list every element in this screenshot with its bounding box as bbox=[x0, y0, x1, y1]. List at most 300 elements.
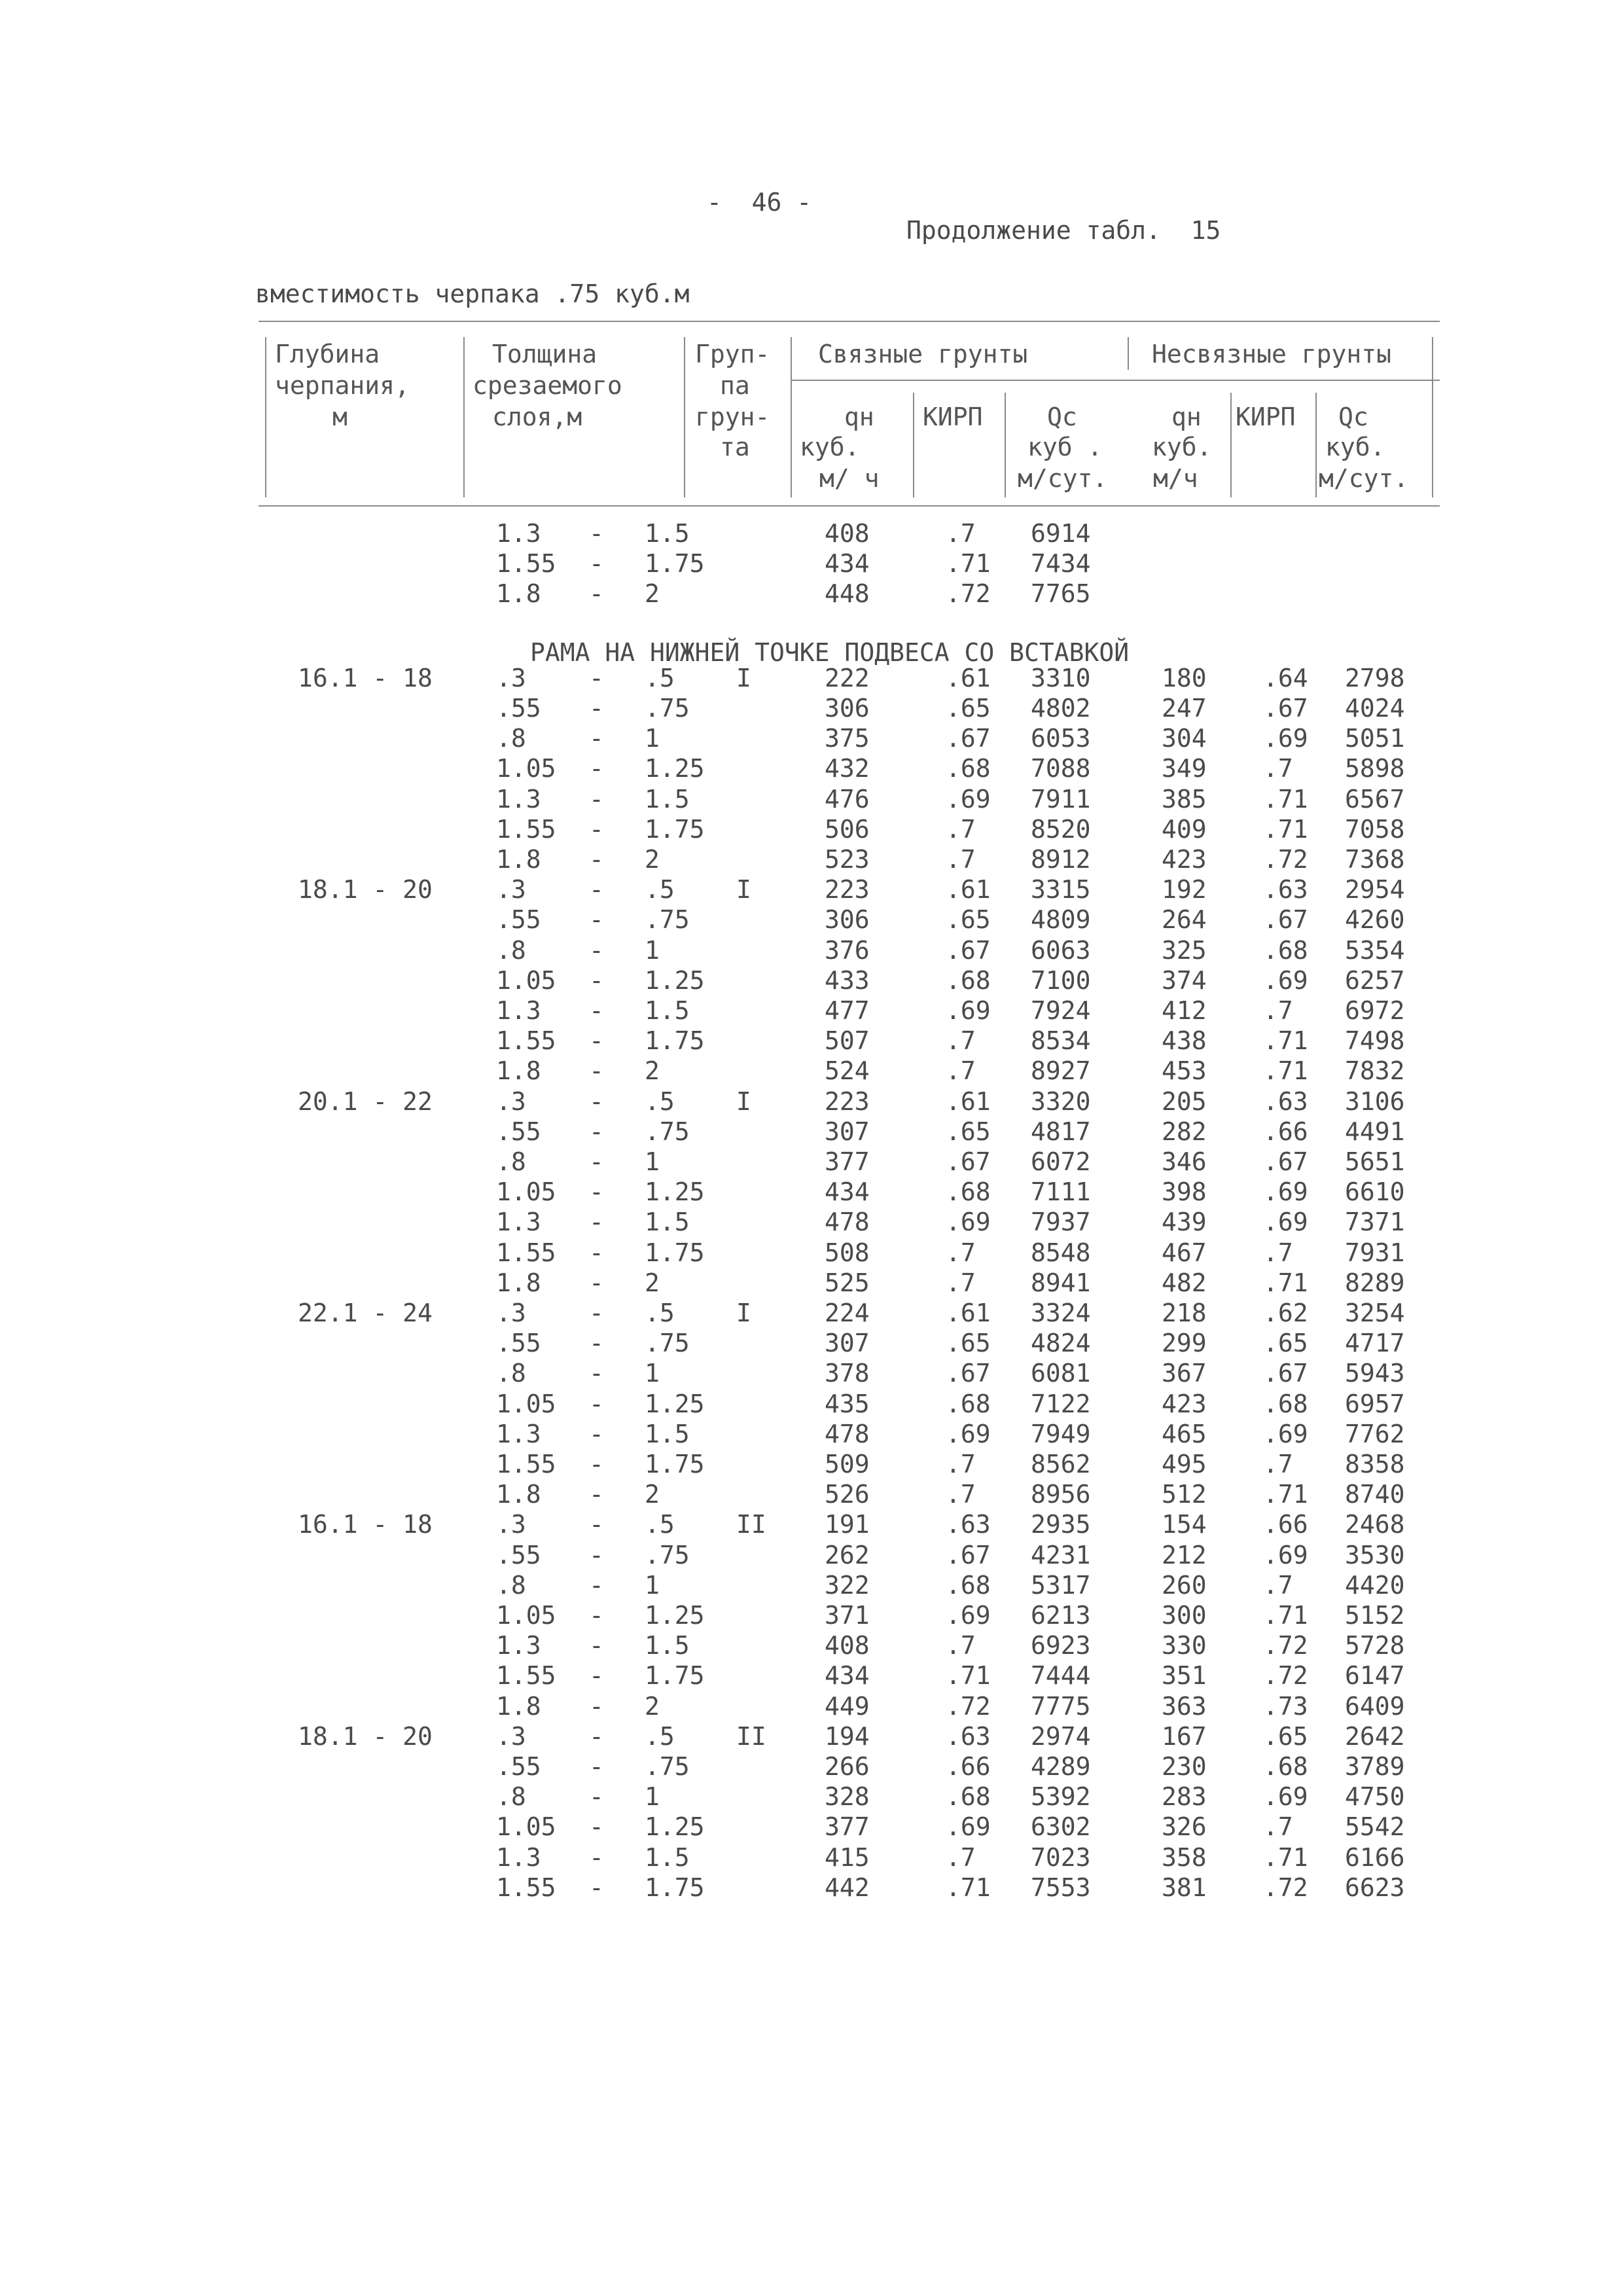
kirp-noncohesive-cell: .69 bbox=[1263, 724, 1308, 753]
kirp-cohesive-cell: .7 bbox=[946, 1026, 976, 1056]
thickness-to-cell: 1.5 bbox=[645, 1631, 690, 1660]
qc-noncohesive-header: Qс bbox=[1338, 403, 1368, 431]
kirp-cohesive-cell: .7 bbox=[946, 1631, 976, 1660]
kirp-noncohesive-cell: .69 bbox=[1263, 1419, 1308, 1448]
thickness-to-cell: 1.75 bbox=[645, 1661, 705, 1691]
qc-cohesive-cell: 5317 bbox=[1031, 1570, 1091, 1600]
thickness-to-cell: .75 bbox=[645, 905, 690, 935]
qh-noncohesive-cell: 367 bbox=[1162, 1359, 1207, 1388]
thickness-from-cell: 1.55 bbox=[496, 1450, 556, 1479]
range-dash: - bbox=[589, 1752, 604, 1782]
table-row bbox=[0, 726, 1623, 756]
qh-cohesive-cell: 262 bbox=[825, 1540, 870, 1570]
kirp-noncohesive-cell: .62 bbox=[1263, 1299, 1308, 1328]
qh-cohesive-cell: 266 bbox=[825, 1752, 870, 1782]
table-row bbox=[0, 521, 1623, 551]
table-caption: Продолжение табл. 15 bbox=[906, 216, 1221, 245]
group-header-line: грун- bbox=[695, 403, 770, 431]
range-dash: - bbox=[589, 579, 604, 609]
kirp-noncohesive-cell: .65 bbox=[1263, 1329, 1308, 1358]
qh-cohesive-cell: 435 bbox=[825, 1389, 870, 1418]
qc-noncohesive-cell: 7832 bbox=[1345, 1056, 1405, 1086]
kirp-noncohesive-cell: .72 bbox=[1263, 1661, 1308, 1691]
thickness-to-cell: 1.5 bbox=[645, 1419, 690, 1448]
qh-cohesive-cell: 191 bbox=[825, 1510, 870, 1539]
range-dash: - bbox=[589, 1873, 604, 1902]
qh-cohesive-cell: 378 bbox=[825, 1359, 870, 1388]
table-row bbox=[0, 696, 1623, 726]
kirp-cohesive-cell: .61 bbox=[946, 663, 991, 692]
thickness-to-cell: 2 bbox=[645, 579, 660, 609]
qc-cohesive-cell: 8562 bbox=[1031, 1450, 1091, 1479]
qh-noncohesive-cell: 230 bbox=[1162, 1752, 1207, 1782]
range-dash: - bbox=[589, 694, 604, 723]
qh-noncohesive-cell: 154 bbox=[1162, 1510, 1207, 1539]
table-row bbox=[0, 1270, 1623, 1300]
range-dash: - bbox=[589, 519, 604, 548]
qh-noncohesive-cell: 423 bbox=[1162, 1389, 1207, 1418]
range-dash: - bbox=[589, 1570, 604, 1600]
qc-cohesive-cell: 8956 bbox=[1031, 1480, 1091, 1509]
qc-noncohesive-cell: 3106 bbox=[1345, 1086, 1405, 1116]
qh-noncohesive-cell: 325 bbox=[1162, 935, 1207, 965]
kirp-cohesive-cell: .7 bbox=[946, 519, 976, 548]
qh-cohesive-cell: 508 bbox=[825, 1238, 870, 1267]
kirp-noncohesive-cell: .69 bbox=[1263, 1177, 1308, 1207]
thickness-to-cell: 1.75 bbox=[645, 549, 705, 579]
kirp-cohesive-cell: .68 bbox=[946, 754, 991, 783]
qh-cohesive-cell: 408 bbox=[825, 1631, 870, 1660]
thickness-from-cell: .55 bbox=[496, 1117, 541, 1146]
qc-cohesive-cell: 7122 bbox=[1031, 1389, 1091, 1418]
qc-cohesive-cell: 7765 bbox=[1031, 579, 1091, 609]
thickness-to-cell: 1 bbox=[645, 935, 660, 965]
kirp-cohesive-cell: .65 bbox=[946, 1329, 991, 1358]
qc-cohesive-cell: 7434 bbox=[1031, 549, 1091, 579]
range-dash: - bbox=[589, 1540, 604, 1570]
range-dash: - bbox=[589, 1359, 604, 1388]
range-dash: - bbox=[589, 1480, 604, 1509]
kirp-cohesive-cell: .66 bbox=[946, 1752, 991, 1782]
qc-noncohesive-header: куб. bbox=[1325, 433, 1385, 461]
qh-cohesive-cell: 307 bbox=[825, 1117, 870, 1146]
kirp-cohesive-cell: .67 bbox=[946, 1147, 991, 1177]
table-row bbox=[0, 1512, 1623, 1542]
table-row bbox=[0, 1842, 1623, 1875]
depth-cell: 20.1 - 22 bbox=[298, 1086, 433, 1116]
range-dash: - bbox=[589, 905, 604, 935]
thickness-to-cell: 2 bbox=[645, 1691, 660, 1721]
kirp-noncohesive-cell: .7 bbox=[1263, 1570, 1293, 1600]
qh-noncohesive-cell: 351 bbox=[1162, 1661, 1207, 1691]
table-row bbox=[0, 1754, 1623, 1784]
qh-noncohesive-cell: 495 bbox=[1162, 1450, 1207, 1479]
qc-cohesive-cell: 4231 bbox=[1031, 1540, 1091, 1570]
page-number: - 46 - bbox=[707, 188, 812, 217]
kirp-noncohesive-cell: .63 bbox=[1263, 875, 1308, 905]
qc-cohesive-cell: 6923 bbox=[1031, 1631, 1091, 1660]
qc-noncohesive-cell: 4750 bbox=[1345, 1782, 1405, 1812]
table-row bbox=[0, 1210, 1623, 1240]
qh-cohesive-cell: 506 bbox=[825, 814, 870, 844]
table-row bbox=[0, 1452, 1623, 1482]
kirp-cohesive-cell: .69 bbox=[946, 784, 991, 814]
kirp-cohesive-cell: .61 bbox=[946, 1086, 991, 1116]
kirp-cohesive-cell: .65 bbox=[946, 694, 991, 723]
qh-noncohesive-cell: 299 bbox=[1162, 1329, 1207, 1358]
thickness-to-cell: .75 bbox=[645, 694, 690, 723]
thickness-to-cell: 1.5 bbox=[645, 996, 690, 1026]
qc-cohesive-cell: 7444 bbox=[1031, 1661, 1091, 1691]
thickness-to-cell: .5 bbox=[645, 1086, 675, 1116]
kirp-noncohesive-cell: .71 bbox=[1263, 1842, 1308, 1872]
kirp-noncohesive-cell: .69 bbox=[1263, 965, 1308, 995]
table-row bbox=[0, 965, 1623, 998]
kirp-cohesive-cell: .69 bbox=[946, 1208, 991, 1237]
thickness-to-cell: .75 bbox=[645, 1117, 690, 1146]
soil-group-cell: I bbox=[736, 663, 751, 692]
table-row bbox=[0, 877, 1623, 907]
kirp-noncohesive-cell: .68 bbox=[1263, 1752, 1308, 1782]
range-dash: - bbox=[589, 1510, 604, 1539]
kirp-noncohesive-cell: .72 bbox=[1263, 1873, 1308, 1902]
qh-cohesive-cell: 477 bbox=[825, 996, 870, 1026]
qc-noncohesive-cell: 7371 bbox=[1345, 1208, 1405, 1237]
range-dash: - bbox=[589, 1238, 604, 1267]
qc-cohesive-cell: 3320 bbox=[1031, 1086, 1091, 1116]
table-row bbox=[0, 1119, 1623, 1149]
range-dash: - bbox=[589, 663, 604, 692]
thickness-from-cell: 1.55 bbox=[496, 1238, 556, 1267]
qc-cohesive-cell: 5392 bbox=[1031, 1782, 1091, 1812]
thickness-to-cell: 1.75 bbox=[645, 814, 705, 844]
thickness-from-cell: .3 bbox=[496, 1510, 526, 1539]
qc-noncohesive-cell: 2642 bbox=[1345, 1721, 1405, 1751]
kirp-cohesive-cell: .65 bbox=[946, 905, 991, 935]
kirp-cohesive-cell: .69 bbox=[946, 1419, 991, 1448]
qc-noncohesive-cell: 7368 bbox=[1345, 845, 1405, 874]
qh-noncohesive-cell: 167 bbox=[1162, 1721, 1207, 1751]
range-dash: - bbox=[589, 1782, 604, 1812]
thickness-from-cell: .3 bbox=[496, 1299, 526, 1328]
thickness-to-cell: 1.25 bbox=[645, 1812, 705, 1842]
kirp-noncohesive-cell: .67 bbox=[1263, 694, 1308, 723]
qh-noncohesive-cell: 439 bbox=[1162, 1208, 1207, 1237]
range-dash: - bbox=[589, 845, 604, 874]
qc-noncohesive-cell: 6567 bbox=[1345, 784, 1405, 814]
thickness-from-cell: 1.3 bbox=[496, 1842, 541, 1872]
qh-noncohesive-cell: 465 bbox=[1162, 1419, 1207, 1448]
kirp-noncohesive-header: КИРП bbox=[1236, 403, 1296, 431]
table-row bbox=[0, 1391, 1623, 1422]
kirp-noncohesive-cell: .71 bbox=[1263, 1601, 1308, 1630]
table-row bbox=[0, 1784, 1623, 1814]
qh-cohesive-cell: 371 bbox=[825, 1601, 870, 1630]
qc-noncohesive-cell: 4420 bbox=[1345, 1570, 1405, 1600]
qh-cohesive-cell: 377 bbox=[825, 1812, 870, 1842]
qh-cohesive-cell: 442 bbox=[825, 1873, 870, 1902]
table-row bbox=[0, 551, 1623, 581]
qh-noncohesive-cell: 264 bbox=[1162, 905, 1207, 935]
table-row bbox=[0, 1814, 1623, 1844]
thickness-to-cell: .5 bbox=[645, 875, 675, 905]
qc-noncohesive-cell: 6166 bbox=[1345, 1842, 1405, 1872]
qc-cohesive-cell: 6213 bbox=[1031, 1601, 1091, 1630]
thickness-from-cell: .8 bbox=[496, 1782, 526, 1812]
thickness-to-cell: 1.25 bbox=[645, 1389, 705, 1418]
qc-cohesive-cell: 7775 bbox=[1031, 1691, 1091, 1721]
qh-noncohesive-cell: 453 bbox=[1162, 1056, 1207, 1086]
qh-cohesive-cell: 434 bbox=[825, 1177, 870, 1207]
qc-cohesive-cell: 7023 bbox=[1031, 1842, 1091, 1872]
thickness-from-cell: 1.3 bbox=[496, 519, 541, 548]
qc-noncohesive-cell: 5898 bbox=[1345, 754, 1405, 783]
table-row bbox=[0, 1482, 1623, 1512]
table-row bbox=[0, 1721, 1623, 1754]
qc-noncohesive-cell: 5542 bbox=[1345, 1812, 1405, 1842]
kirp-noncohesive-cell: .64 bbox=[1263, 663, 1308, 692]
qc-cohesive-cell: 6053 bbox=[1031, 724, 1091, 753]
qh-cohesive-cell: 478 bbox=[825, 1419, 870, 1448]
kirp-noncohesive-cell: .69 bbox=[1263, 1540, 1308, 1570]
qc-noncohesive-cell: 6257 bbox=[1345, 965, 1405, 995]
kirp-noncohesive-cell: .63 bbox=[1263, 1086, 1308, 1116]
thickness-to-cell: .75 bbox=[645, 1752, 690, 1782]
thickness-to-cell: 1.75 bbox=[645, 1238, 705, 1267]
range-dash: - bbox=[589, 1147, 604, 1177]
qc-cohesive-cell: 7111 bbox=[1031, 1177, 1091, 1207]
thickness-to-cell: 1.75 bbox=[645, 1026, 705, 1056]
table-row bbox=[0, 935, 1623, 968]
range-dash: - bbox=[589, 814, 604, 844]
kirp-noncohesive-cell: .71 bbox=[1263, 814, 1308, 844]
kirp-noncohesive-cell: .72 bbox=[1263, 1631, 1308, 1660]
thickness-from-cell: .8 bbox=[496, 724, 526, 753]
range-dash: - bbox=[589, 1268, 604, 1297]
thickness-header-line: срезаемого bbox=[473, 371, 622, 400]
qc-noncohesive-cell: 6610 bbox=[1345, 1177, 1405, 1207]
thickness-to-cell: 1 bbox=[645, 724, 660, 753]
kirp-noncohesive-cell: .7 bbox=[1263, 1812, 1293, 1842]
soil-group-cell: I bbox=[736, 1299, 751, 1328]
range-dash: - bbox=[589, 875, 604, 905]
table-row bbox=[0, 1028, 1623, 1058]
qh-noncohesive-cell: 374 bbox=[1162, 965, 1207, 995]
qc-cohesive-cell: 3310 bbox=[1031, 663, 1091, 692]
soil-group-cell: I bbox=[736, 1086, 751, 1116]
thickness-from-cell: 1.55 bbox=[496, 1026, 556, 1056]
kirp-noncohesive-cell: .72 bbox=[1263, 845, 1308, 874]
kirp-cohesive-cell: .67 bbox=[946, 935, 991, 965]
kirp-cohesive-cell: .71 bbox=[946, 549, 991, 579]
thickness-from-cell: 1.8 bbox=[496, 1056, 541, 1086]
section-title: РАМА НА НИЖНЕЙ ТОЧКЕ ПОДВЕСА СО ВСТАВКОЙ bbox=[530, 638, 1130, 667]
qc-cohesive-cell: 2935 bbox=[1031, 1510, 1091, 1539]
range-dash: - bbox=[589, 1419, 604, 1448]
qc-cohesive-cell: 7100 bbox=[1031, 965, 1091, 995]
qh-cohesive-cell: 478 bbox=[825, 1208, 870, 1237]
qh-noncohesive-cell: 192 bbox=[1162, 875, 1207, 905]
thickness-from-cell: .55 bbox=[496, 694, 541, 723]
kirp-noncohesive-cell: .68 bbox=[1263, 935, 1308, 965]
kirp-noncohesive-cell: .68 bbox=[1263, 1389, 1308, 1418]
kirp-noncohesive-cell: .7 bbox=[1263, 754, 1293, 783]
kirp-cohesive-cell: .61 bbox=[946, 1299, 991, 1328]
kirp-noncohesive-cell: .66 bbox=[1263, 1117, 1308, 1146]
range-dash: - bbox=[589, 724, 604, 753]
kirp-noncohesive-cell: .73 bbox=[1263, 1691, 1308, 1721]
thickness-to-cell: .5 bbox=[645, 1510, 675, 1539]
qh-cohesive-cell: 322 bbox=[825, 1570, 870, 1600]
kirp-cohesive-cell: .65 bbox=[946, 1117, 991, 1146]
qc-cohesive-cell: 4817 bbox=[1031, 1117, 1091, 1146]
thickness-from-cell: 1.05 bbox=[496, 1601, 556, 1630]
qh-cohesive-cell: 434 bbox=[825, 1661, 870, 1691]
qc-cohesive-header: Qс bbox=[1047, 403, 1077, 431]
qc-noncohesive-cell: 8740 bbox=[1345, 1480, 1405, 1509]
depth-cell: 18.1 - 20 bbox=[298, 875, 433, 905]
kirp-cohesive-cell: .7 bbox=[946, 1480, 976, 1509]
qh-noncohesive-cell: 180 bbox=[1162, 663, 1207, 692]
qh-noncohesive-cell: 409 bbox=[1162, 814, 1207, 844]
range-dash: - bbox=[589, 1086, 604, 1116]
qc-noncohesive-cell: 5354 bbox=[1345, 935, 1405, 965]
thickness-from-cell: 1.55 bbox=[496, 1661, 556, 1691]
table-row bbox=[0, 998, 1623, 1028]
thickness-from-cell: .3 bbox=[496, 663, 526, 692]
thickness-to-cell: 2 bbox=[645, 1480, 660, 1509]
thickness-from-cell: 1.05 bbox=[496, 1812, 556, 1842]
qh-cohesive-header: qн bbox=[844, 403, 874, 431]
thickness-to-cell: 1.25 bbox=[645, 1601, 705, 1630]
thickness-to-cell: 2 bbox=[645, 1268, 660, 1297]
kirp-noncohesive-cell: .69 bbox=[1263, 1208, 1308, 1237]
qc-cohesive-cell: 2974 bbox=[1031, 1721, 1091, 1751]
thickness-from-cell: .8 bbox=[496, 1147, 526, 1177]
thickness-from-cell: 1.8 bbox=[496, 1268, 541, 1297]
qh-cohesive-cell: 328 bbox=[825, 1782, 870, 1812]
thickness-to-cell: 1 bbox=[645, 1147, 660, 1177]
qc-cohesive-cell: 7949 bbox=[1031, 1419, 1091, 1448]
thickness-from-cell: .3 bbox=[496, 875, 526, 905]
kirp-noncohesive-cell: .7 bbox=[1263, 1238, 1293, 1267]
kirp-cohesive-header: КИРП bbox=[923, 403, 983, 431]
qc-cohesive-cell: 8548 bbox=[1031, 1238, 1091, 1267]
qh-noncohesive-header: куб. bbox=[1152, 433, 1212, 461]
thickness-to-cell: 1.25 bbox=[645, 965, 705, 995]
qh-noncohesive-cell: 423 bbox=[1162, 845, 1207, 874]
kirp-cohesive-cell: .7 bbox=[946, 1268, 976, 1297]
qc-noncohesive-cell: 8358 bbox=[1345, 1450, 1405, 1479]
table-row bbox=[0, 1663, 1623, 1693]
qc-noncohesive-cell: 8289 bbox=[1345, 1268, 1405, 1297]
qc-cohesive-cell: 6914 bbox=[1031, 519, 1091, 548]
qh-cohesive-cell: 306 bbox=[825, 694, 870, 723]
range-dash: - bbox=[589, 935, 604, 965]
thickness-from-cell: .8 bbox=[496, 1359, 526, 1388]
table-row bbox=[0, 1570, 1623, 1603]
kirp-noncohesive-cell: .69 bbox=[1263, 1782, 1308, 1812]
thickness-to-cell: 1 bbox=[645, 1359, 660, 1388]
kirp-cohesive-cell: .71 bbox=[946, 1661, 991, 1691]
range-dash: - bbox=[589, 549, 604, 579]
qh-cohesive-cell: 509 bbox=[825, 1450, 870, 1479]
qh-cohesive-cell: 449 bbox=[825, 1691, 870, 1721]
qh-cohesive-cell: 377 bbox=[825, 1147, 870, 1177]
range-dash: - bbox=[589, 996, 604, 1026]
thickness-from-cell: .55 bbox=[496, 1540, 541, 1570]
qc-cohesive-cell: 4802 bbox=[1031, 694, 1091, 723]
thickness-from-cell: 1.3 bbox=[496, 784, 541, 814]
range-dash: - bbox=[589, 1450, 604, 1479]
table-row bbox=[0, 814, 1623, 847]
range-dash: - bbox=[589, 1661, 604, 1691]
table-row bbox=[0, 756, 1623, 786]
qh-cohesive-cell: 375 bbox=[825, 724, 870, 753]
qc-cohesive-header: м/сут. bbox=[1018, 464, 1108, 493]
qh-noncohesive-cell: 218 bbox=[1162, 1299, 1207, 1328]
range-dash: - bbox=[589, 1389, 604, 1418]
thickness-from-cell: .3 bbox=[496, 1086, 526, 1116]
qc-cohesive-cell: 6072 bbox=[1031, 1147, 1091, 1177]
qc-noncohesive-cell: 3254 bbox=[1345, 1299, 1405, 1328]
thickness-from-cell: 1.8 bbox=[496, 1480, 541, 1509]
depth-cell: 18.1 - 20 bbox=[298, 1721, 433, 1751]
kirp-cohesive-cell: .7 bbox=[946, 845, 976, 874]
qc-noncohesive-cell: 4717 bbox=[1345, 1329, 1405, 1358]
range-dash: - bbox=[589, 965, 604, 995]
qc-noncohesive-cell: 5051 bbox=[1345, 724, 1405, 753]
qc-noncohesive-cell: 4260 bbox=[1345, 905, 1405, 935]
qc-cohesive-cell: 4824 bbox=[1031, 1329, 1091, 1358]
qh-noncohesive-header: м/ч bbox=[1153, 464, 1198, 493]
qc-noncohesive-header: м/сут. bbox=[1319, 464, 1409, 493]
kirp-noncohesive-cell: .7 bbox=[1263, 996, 1293, 1026]
qh-cohesive-header: м/ ч bbox=[819, 464, 880, 493]
qc-cohesive-header: куб . bbox=[1027, 433, 1103, 461]
thickness-from-cell: .55 bbox=[496, 1329, 541, 1358]
thickness-to-cell: 1.75 bbox=[645, 1450, 705, 1479]
qh-cohesive-cell: 223 bbox=[825, 875, 870, 905]
range-dash: - bbox=[589, 1812, 604, 1842]
qh-noncohesive-cell: 349 bbox=[1162, 754, 1207, 783]
thickness-to-cell: .75 bbox=[645, 1329, 690, 1358]
thickness-to-cell: .5 bbox=[645, 1299, 675, 1328]
cohesive-soils-header: Связные грунты bbox=[818, 340, 1028, 368]
group-header-line: Груп- bbox=[695, 340, 770, 368]
thickness-from-cell: 1.8 bbox=[496, 1691, 541, 1721]
thickness-from-cell: .55 bbox=[496, 1752, 541, 1782]
qc-noncohesive-cell: 5728 bbox=[1345, 1631, 1405, 1660]
table-row bbox=[0, 663, 1623, 696]
kirp-noncohesive-cell: .67 bbox=[1263, 1147, 1308, 1177]
qc-cohesive-cell: 8912 bbox=[1031, 845, 1091, 874]
qh-cohesive-cell: 194 bbox=[825, 1721, 870, 1751]
thickness-from-cell: 1.3 bbox=[496, 996, 541, 1026]
range-dash: - bbox=[589, 1691, 604, 1721]
thickness-to-cell: 1.5 bbox=[645, 1842, 690, 1872]
qc-noncohesive-cell: 2798 bbox=[1345, 663, 1405, 692]
table-row bbox=[0, 1300, 1623, 1331]
qh-noncohesive-cell: 282 bbox=[1162, 1117, 1207, 1146]
qc-noncohesive-cell: 7762 bbox=[1345, 1419, 1405, 1448]
qc-noncohesive-cell: 7058 bbox=[1345, 814, 1405, 844]
thickness-to-cell: 1 bbox=[645, 1782, 660, 1812]
qh-noncohesive-header: qн bbox=[1171, 403, 1202, 431]
qc-cohesive-cell: 7088 bbox=[1031, 754, 1091, 783]
qc-cohesive-cell: 6081 bbox=[1031, 1359, 1091, 1388]
thickness-to-cell: 1.5 bbox=[645, 519, 690, 548]
